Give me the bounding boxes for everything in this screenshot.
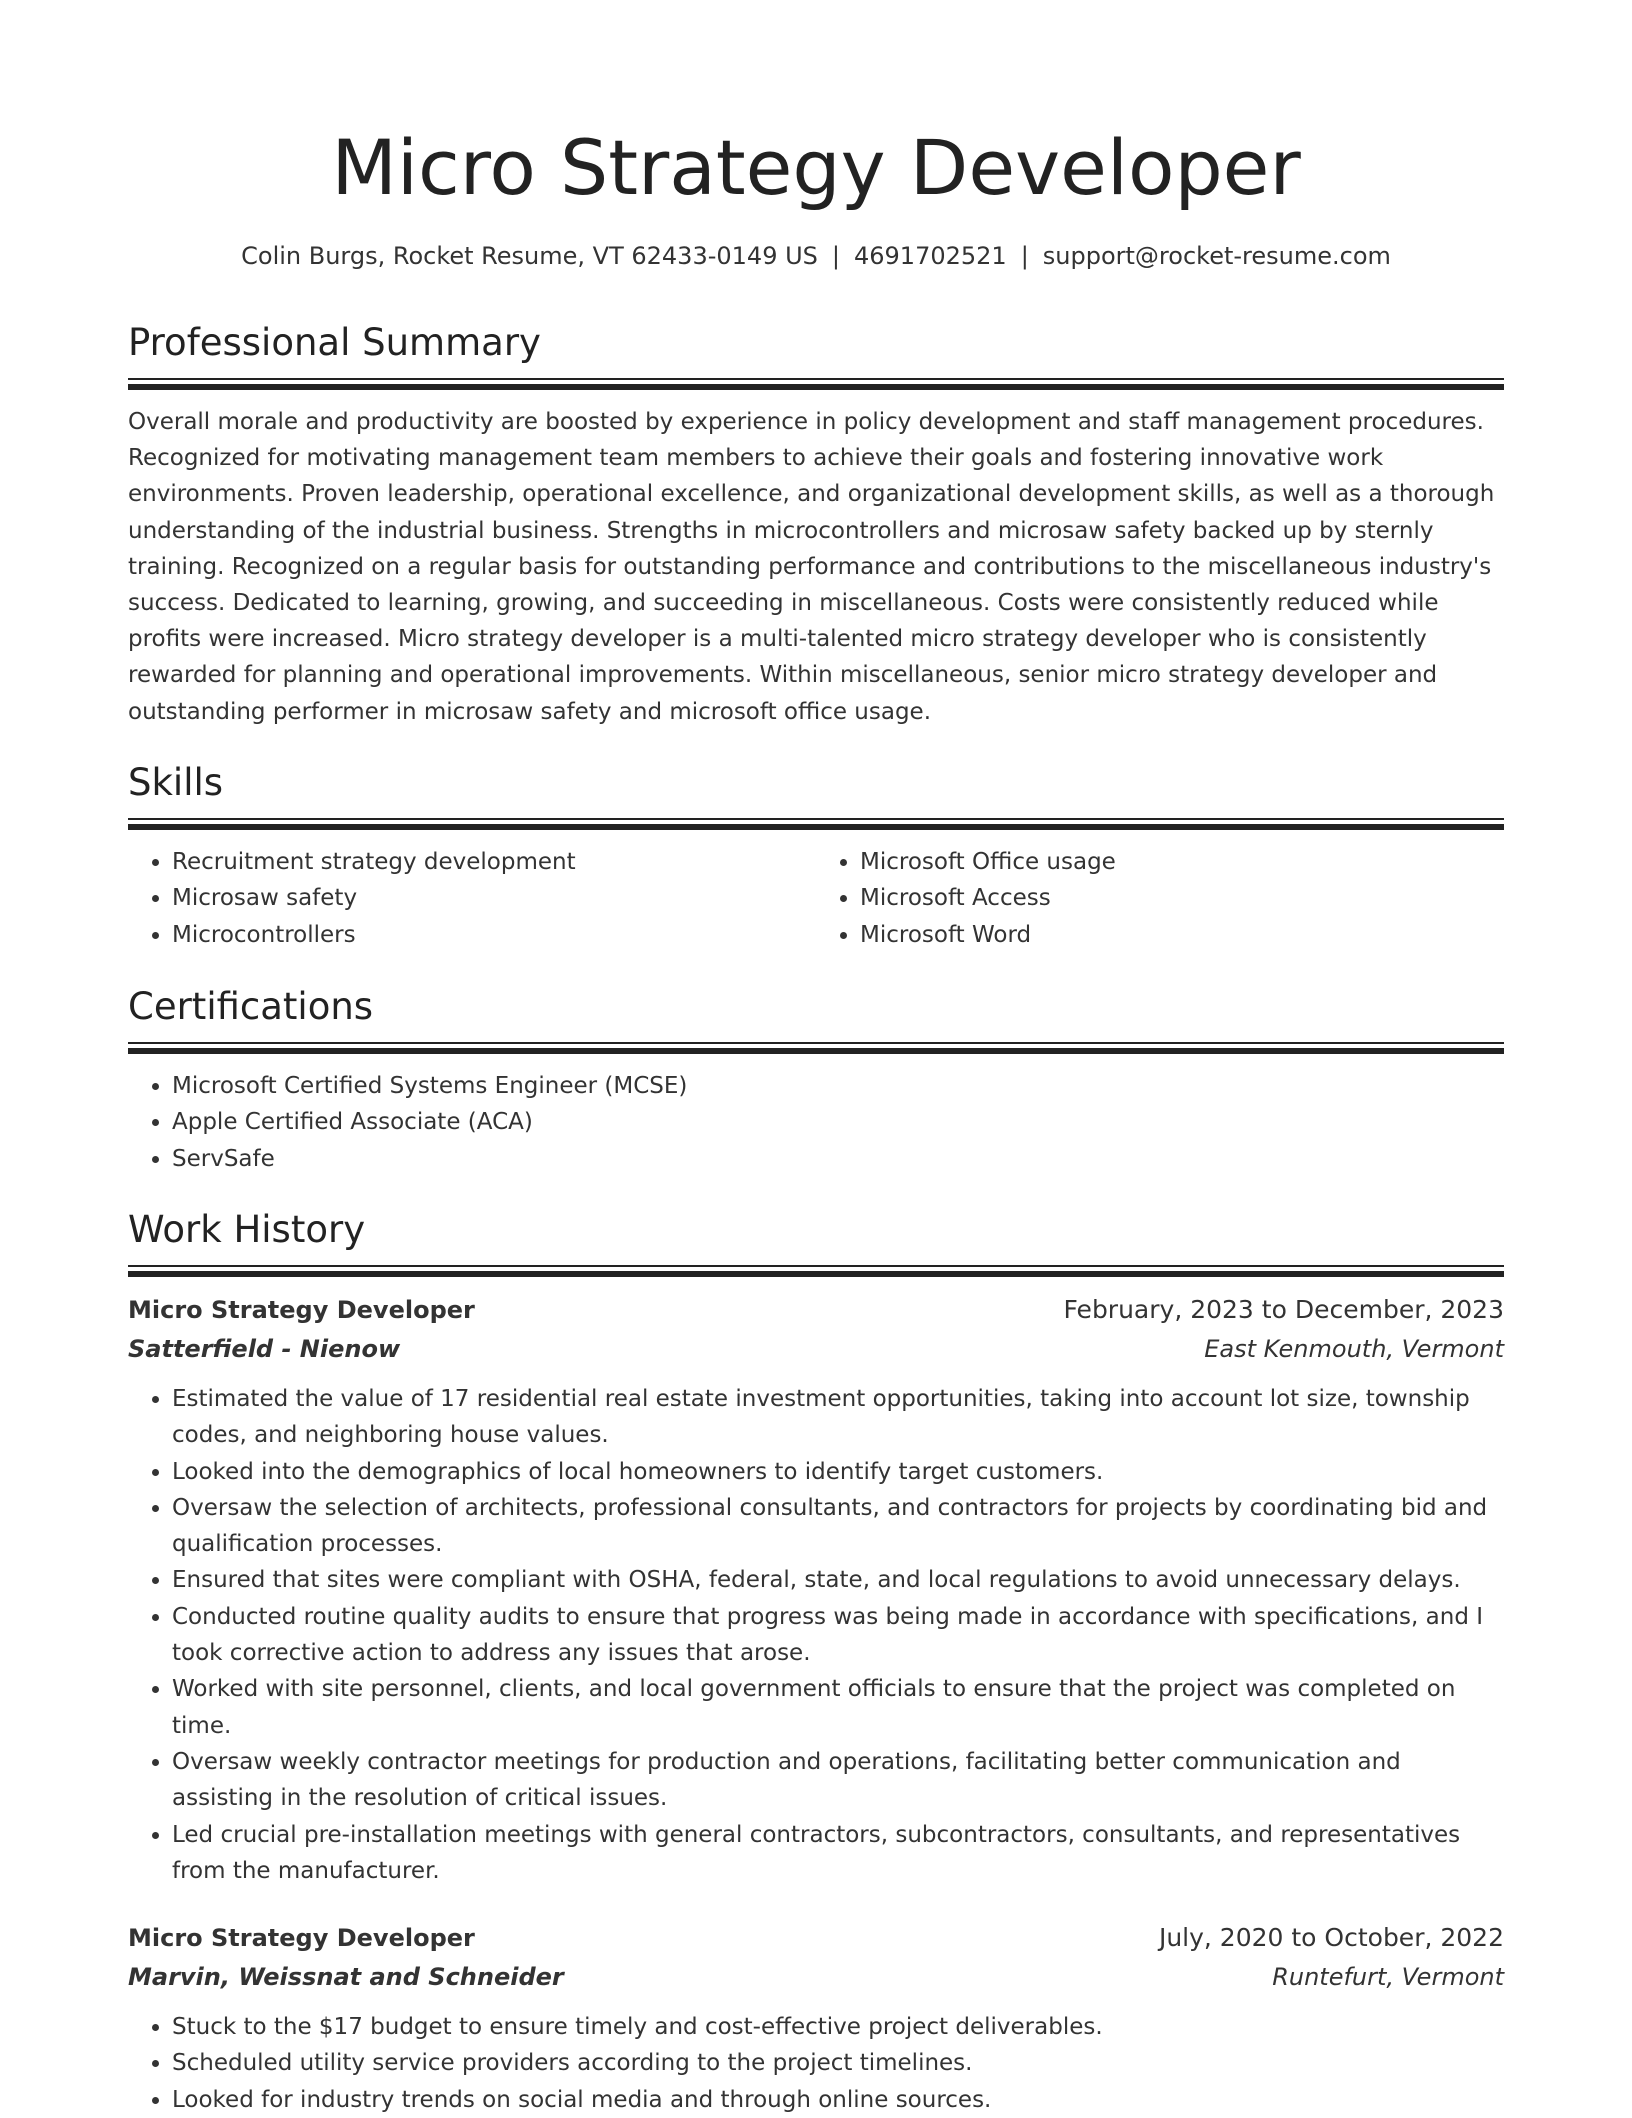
contact-address: Colin Burgs, Rocket Resume, VT 62433-0149 US: [241, 242, 818, 270]
skill-item: • Microsoft Office usage: [860, 844, 1504, 880]
summary-heading: Professional Summary: [128, 321, 541, 364]
job-company: Marvin, Weissnat and Schneider: [128, 1963, 564, 1992]
job-bullet: • Oversaw weekly contractor meetings for production and operations, facilitating better communication and assisting in the resolution of critical issues.: [172, 1744, 1504, 1817]
job-title: Micro Strategy Developer: [128, 1924, 475, 1953]
job-bullet-list: [128, 2009, 1504, 2118]
section-rule-thin: [128, 378, 1504, 380]
skills-heading: Skills: [128, 761, 224, 804]
section-rule-thick: [128, 824, 1504, 830]
job-bullet: • Worked with site personnel, clients, and local government officials to ensure that the project was completed on time.: [172, 1671, 1504, 1744]
skill-item: • Recruitment strategy development: [172, 844, 816, 880]
job-bullet: • Looked into the demographics of local homeowners to identify target customers.: [172, 1454, 1504, 1490]
job-bullet: • Oversaw the selection of architects, professional consultants, and contractors for projects by coordinating bid and qualification processes.: [172, 1490, 1504, 1563]
job-location: East Kenmouth, Vermont: [1204, 1335, 1504, 1363]
certifications-list: [128, 1068, 1504, 1177]
section-rule-thin: [128, 1042, 1504, 1044]
job-bullet: • Ensured that sites were compliant with OSHA, federal, state, and local regulations to avoid unnecessary delays.: [172, 1562, 1504, 1598]
job-bullet: • Led crucial pre-installation meetings with general contractors, subcontractors, consultants, and representatives from the manufacturer.: [172, 1817, 1504, 1890]
job-company: Satterfield - Nienow: [128, 1335, 401, 1363]
certification-item: • Microsoft Certified Systems Engineer (MCSE): [172, 1068, 1504, 1104]
job-bullet: • Estimated the value of 17 residential real estate investment opportunities, taking into account lot size, township codes, and neighboring house values.: [172, 1381, 1504, 1454]
contact-email: support@rocket-resume.com: [1042, 242, 1391, 270]
contact-line: [128, 238, 1504, 274]
job-subheader-row: [128, 1957, 1504, 1997]
job-bullet: • Looked for industry trends on social media and through online sources.: [172, 2082, 1504, 2118]
summary-section: [128, 316, 1504, 730]
skill-item: • Microcontrollers: [172, 917, 816, 953]
job-dates: February, 2023 to December, 2023: [1063, 1295, 1504, 1324]
skills-columns: [128, 844, 1504, 953]
job-bullet: • Conducted routine quality audits to ensure that progress was being made in accordance with specifications, and I took corrective action to address any issues that arose.: [172, 1599, 1504, 1672]
contact-separator: |: [1020, 242, 1029, 270]
job-entry: [128, 1919, 1504, 2118]
certifications-section: [128, 980, 1504, 1177]
job-dates: July, 2020 to October, 2022: [1158, 1923, 1504, 1953]
certification-item: • ServSafe: [172, 1141, 1504, 1177]
skills-right-list: [816, 844, 1504, 953]
section-rule-thick: [128, 384, 1504, 390]
certification-item: • Apple Certified Associate (ACA): [172, 1104, 1504, 1140]
job-header-row: [128, 1291, 1504, 1329]
job-location: Runtefurt, Vermont: [1272, 1963, 1504, 1992]
skill-item: • Microsoft Word: [860, 917, 1504, 953]
job-bullet: • Scheduled utility service providers according to the project timelines.: [172, 2045, 1504, 2081]
job-bullet-list: [128, 1381, 1504, 1889]
resume-title: Micro Strategy Developer: [331, 123, 1301, 212]
summary-text: Overall morale and productivity are boosted by experience in policy development and staff management procedures. Recognized for motivating management team members to achieve their goals and fostering innovative work environments. Proven leadership, operational excellence, and organizational development skills, as well as a thorough understanding of the industrial business. Strengths in microcontrollers and microsaw safety backed up by sternly training. Recognized on a regular basis for outstanding performance and contributions to the miscellaneous industry's success. Dedicated to learning, growing, and succeeding in miscellaneous. Costs were consistently reduced while profits were increased. Micro strategy developer is a multi-talented micro strategy developer who is consistently rewarded for planning and operational improvements. Within miscellaneous, senior micro strategy developer and outstanding performer in microsaw safety and microsoft office usage.: [128, 409, 1495, 725]
job-bullet: • Stuck to the $17 budget to ensure timely and cost-effective project deliverables.: [172, 2009, 1504, 2045]
job-title: Micro Strategy Developer: [128, 1296, 475, 1324]
section-rule-thick: [128, 1271, 1504, 1277]
skills-left-list: [128, 844, 816, 953]
job-entry: [128, 1291, 1504, 1889]
contact-phone: 4691702521: [853, 242, 1007, 270]
work-history-section: [128, 1203, 1504, 2118]
job-header-row: [128, 1919, 1504, 1957]
skill-item: • Microsoft Access: [860, 880, 1504, 916]
certifications-heading: Certifications: [128, 985, 374, 1028]
contact-separator: |: [831, 242, 840, 270]
section-rule-thin: [128, 1265, 1504, 1267]
job-subheader-row: [128, 1329, 1504, 1369]
section-rule-thin: [128, 818, 1504, 820]
section-rule-thick: [128, 1048, 1504, 1054]
skills-section: [128, 756, 1504, 953]
skill-item: • Microsaw safety: [172, 880, 816, 916]
work-history-heading: Work History: [128, 1208, 366, 1251]
